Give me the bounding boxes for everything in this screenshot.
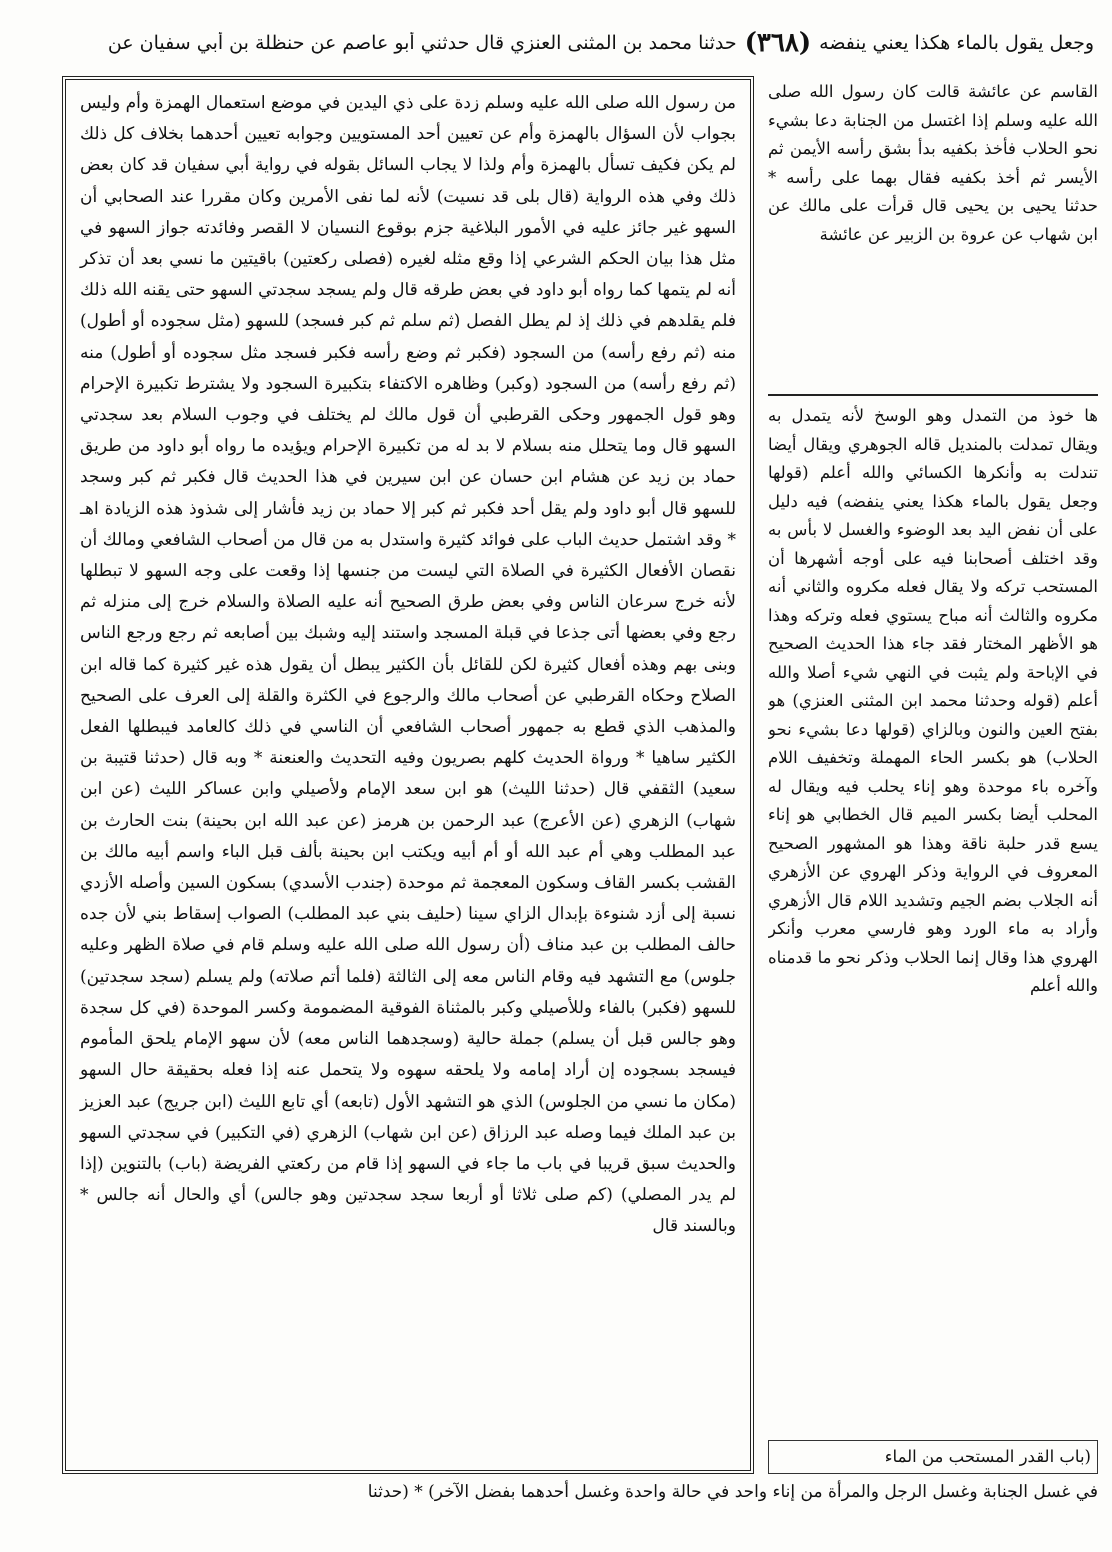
chapter-heading: (باب القدر المستحب من الماء bbox=[768, 1440, 1098, 1474]
side-commentary-text: ها خوذ من التمدل وهو الوسخ لأنه يتمدل به ويقال تمدلت بالمنديل قاله الجوهري ويقال أيضا تندلت به وأنكرها الكسائي والله أعلم (قولها وجعل يقول بالماء هكذا يعني ينفضه) فيه دليل على أن نفض اليد بعد الوضوء والغسل لا بأس به وقد اختلف أصحابنا فيه على أوجه أشهرها أن المستحب تركه ولا يقال فعله مكروه والثاني أنه مكروه والثالث أنه مباح يستوي فعله وتركه وهذا هو الأظهر المختار فقد جاء هذا الحديث الصحيح في الإباحة ولم يثبت في النهي شيء أصلا والله أعلم (قوله وحدثنا محمد ابن المثنى العنزي) هو بفتح العين والنون وبالزاي (قولها دعا بشيء نحو الحلاب) هو بكسر الحاء المهملة وتخفيف اللام وآخره باء موحدة وهو إناء يحلب فيه ويقال له المحلب أيضا بكسر الميم قال الخطابي هو إناء يسع قدر حلبة ناقة وهذا هو المشهور الصحيح المعروف في الرواية وذكر الهروي عن الأزهري أنه الجلاب بضم الجيم وتشديد اللام قال الأزهري وأراد به ماء الورد وهو فارسي معرب وأنكر الهروي هذا وقال إنما الحلاب وذكر نحو ما قدمناه والله أعلم bbox=[768, 406, 1098, 995]
side-commentary-block bbox=[768, 402, 1098, 1432]
bottom-line: في غسل الجنابة وغسل الرجل والمرأة من إناء واحد في حالة واحدة وغسل أحدهما بفضل الآخر) * (حدثنا bbox=[367, 1482, 1098, 1502]
header-reference: حدثنا محمد بن المثنى العنزي قال حدثني أبو عاصم عن حنظلة بن أبي سفيان عن bbox=[107, 32, 737, 54]
side-hadith-text: القاسم عن عائشة قالت كان رسول الله صلى الله عليه وسلم إذا اغتسل من الجنابة دعا بشيء نحو الحلاب فأخذ بكفيه بدأ بشق رأسه الأيمن ثم الأيسر ثم أخذ بكفيه فقال بهما على رأسه * حدثنا يحيى بن يحيى قال قرأت على مالك عن ابن شهاب عن عروة بن الزبير عن عائشة bbox=[768, 82, 1098, 244]
page-number: (٣٦٨) bbox=[744, 28, 812, 58]
header-lead: وجعل يقول بالماء هكذا يعني ينفضه bbox=[819, 32, 1094, 54]
side-hadith-block bbox=[768, 76, 1098, 388]
main-text-paragraph: من رسول الله صلى الله عليه وسلم زدة على ذي اليدين في موضع استعمال الهمزة وأم وليس بجواب لأن السؤال بالهمزة وأم عن تعيين أحد المستويين وجوابه تعيين أحدهما بخلاف كل ذلك لم يكن فكيف تسأل بالهمزة وأم ولذا لا يجاب السائل بقوله في رواية أبي سفيان قد كان بعض ذلك وفي هذه الرواية (قال بلى قد نسيت) لأنه لما نفى الأمرين وكان مقررا عند الصحابي أن السهو غير جائز عليه في الأمور البلاغية جزم بوقوع النسيان لا القصر وفائدته جواز السهو في مثل هذا بيان الحكم الشرعي إذا وقع مثله لغيره (فصلى ركعتين) باقيتين ما نسي بعد أن تذكر أنه لم يتمها كما رواه أبو داود في بعض طرقه قال ولم يسجد سجدتي السهو حتى يقنه الله ذلك فلم يقلدهم في ذلك إذ لم يطل الفصل (ثم سلم ثم كبر فسجد) للسهو (مثل سجوده أو أطول) منه (ثم رفع رأسه) من السجود (فكبر ثم وضع رأسه فكبر فسجد مثل سجوده أو أطول) منه (ثم رفع رأسه) من السجود (وكبر) وظاهره الاكتفاء بتكبيرة السجود ولا يشترط تكبيرة الإحرام وهو قول الجمهور وحكى القرطبي أن قول مالك لم يختلف في وجوب السلام بعد سجدتي السهو قال وما يتحلل منه بسلام لا بد له من تكبيرة الإحرام ويؤيده ما رواه أبو داود من طريق حماد بن زيد عن هشام ابن حسان عن ابن سيرين في هذا الحديث قال فكبر ثم كبر وسجد للسهو قال أبو داود ولم يقل أحد فكبر ثم كبر إلا حماد بن زيد فأشار إلى شذوذ هذه الزيادة اهـ * وقد اشتمل حديث الباب على فوائد كثيرة واستدل به من قال من أصحاب الشافعي ومالك أن نقصان الأفعال الكثيرة في الصلاة التي ليست من جنسها إذا وقعت على وجه السهو لا تبطلها لأنه خرج سرعان الناس وفي بعض طرق الصحيح أنه عليه الصلاة والسلام خرج إلى منزله ثم رجع وفي بعضها أتى جذعا في قبلة المسجد واستند إليه وشبك بين أصابعه ثم رجع ورجع الناس وبنى بهم وهذه أفعال كثيرة لكن للقائل بأن الكثير يبطل أن يقول هذه غير كثيرة كما قاله ابن الصلاح وحكاه القرطبي عن أصحاب مالك والرجوع في الكثرة والقلة إلى العرف على الصحيح والمذهب الذي قطع به جمهور أصحاب الشافعي أن الناسي في ذلك كالعامد فيبطلها الفعل الكثير ساهيا * ورواة الحديث كلهم بصريون وفيه التحديث والعنعنة * وبه قال (حدثنا قتيبة بن سعيد) الثقفي قال (حدثنا الليث) هو ابن سعد الإمام ولأصيلي وابن عساكر الليث (عن ابن شهاب) الزهري (عن الأعرج) عبد الرحمن بن هرمز (عن عبد الله ابن بحينة) بنت الحارث بن عبد المطلب وهي أم عبد الله أو أم أبيه ويكتب ابن بحينة بألف قبل الباء واسم أبيه مالك بن القشب بكسر القاف وسكون المعجمة ثم موحدة (جندب الأسدي) بسكون السين وأصله الأزدي نسبة إلى أزد شنوءة بإبدال الزاي سينا (حليف بني عبد المطلب) الصواب إسقاط بني لأن جده حالف المطلب بن عبد مناف (أن رسول الله صلى الله عليه وسلم قام في صلاة الظهر وعليه جلوس) مع التشهد فيه وقام الناس معه إلى الثالثة (فلما أتم صلاته) ولم يسلم (سجد سجدتين) للسهو (فكبر) بالفاء وللأصيلي وكبر بالمثناة الفوقية المضمومة وكسر الموحدة (في كل سجدة وهو جالس قبل أن يسلم) جملة حالية (وسجدهما الناس معه) لأن سهو الإمام يلحق المأموم فيسجد بسجوده إن أراد إمامه ولا يلحقه سهوه ولا يتحمل عنه إذا فعله بحقيقة حال السهو (مكان ما نسي من الجلوس) الذي هو التشهد الأول (تابعه) أي تابع الليث (ابن جريج) عبد العزيز بن عبد الملك فيما وصله عبد الرزاق (عن ابن شهاب) الزهري (في التكبير) في سجدتي السهو والحديث سبق قريبا في باب ما جاء في السهو إذا قام من ركعتي الفريضة (باب) بالتنوين (إذا لم يدر المصلي) (كم صلى ثلاثا أو أربعا سجد سجدتين وهو جالس) أي والحال أنه جالس * وبالسند قال bbox=[80, 93, 736, 1237]
main-text-frame bbox=[62, 76, 754, 1474]
side-column bbox=[768, 76, 1098, 1474]
page-header bbox=[18, 18, 1094, 68]
side-divider bbox=[768, 394, 1098, 396]
